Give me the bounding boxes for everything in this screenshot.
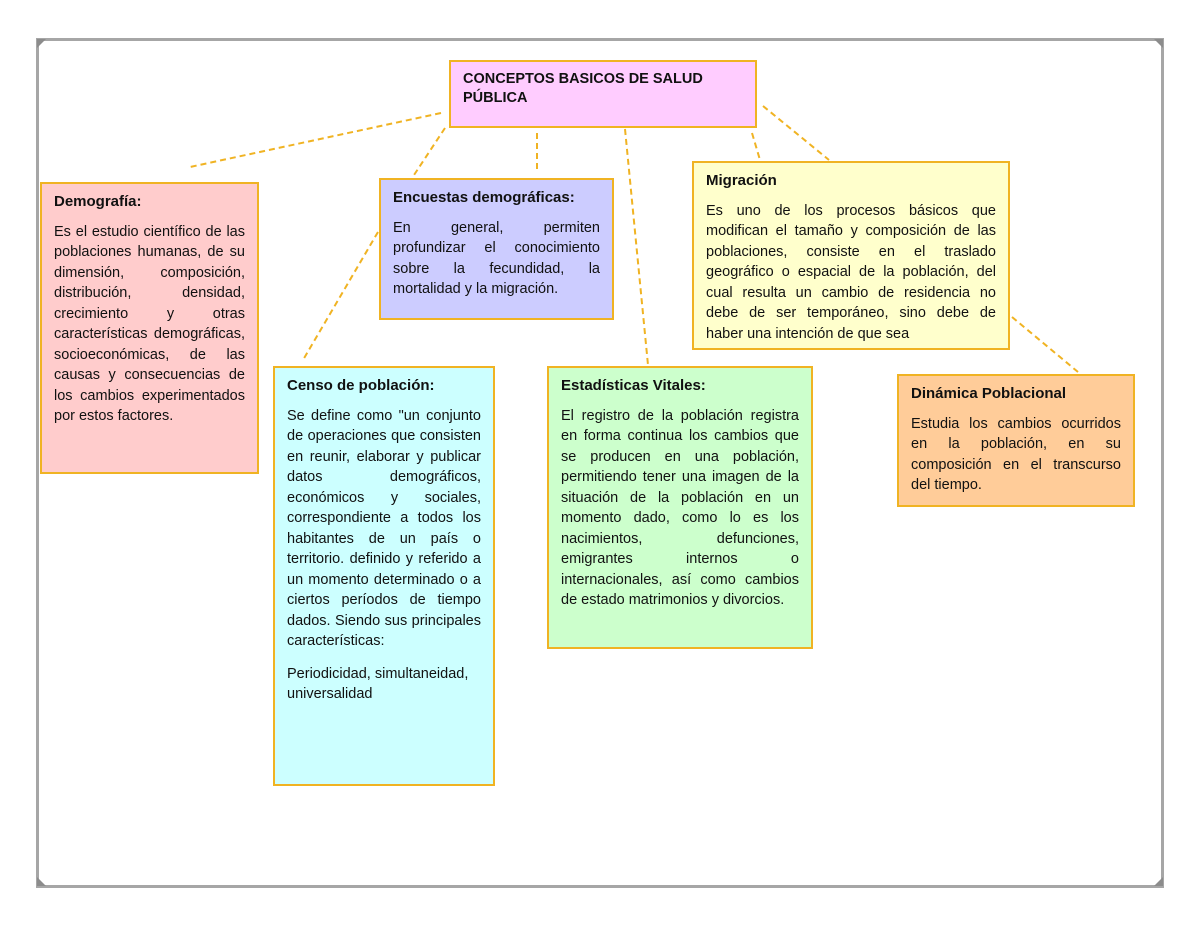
node-demografia-title: Demografía: <box>54 193 142 210</box>
node-dinamica-text: Estudia los cambios ocurridos en la población, en su composición en el transcurso del tiempo. <box>911 415 1121 493</box>
node-censo-title: Censo de población: <box>287 377 435 394</box>
node-dinamica-title: Dinámica Poblacional <box>911 385 1067 402</box>
connector-censo <box>303 232 378 360</box>
connector-censo-top <box>414 128 445 175</box>
node-encuestas-title: Encuestas demográficas: <box>393 189 575 206</box>
node-estadisticas-title: Estadísticas Vitales: <box>561 377 706 394</box>
central-concept-title: CONCEPTOS BASICOS DE SALUD PÚBLICA <box>463 71 703 106</box>
node-estadisticas <box>547 366 813 649</box>
node-censo <box>273 366 495 786</box>
node-encuestas <box>379 178 614 320</box>
connector-migracion-b <box>763 106 829 160</box>
node-dinamica <box>897 374 1135 507</box>
connector-dinamica <box>1012 317 1078 372</box>
central-concept-node <box>449 60 757 128</box>
node-demografia-text: Es el estudio científico de las poblaciones humanas, de su dimensión, composición, distribución, densidad, crecimiento y otras características demográficas, socioeconómicas, de las causas y consecuencias de los cambios experimentados por estos factores. <box>54 223 245 424</box>
node-encuestas-text: En general, permiten profundizar el conocimiento sobre la fecundidad, la mortalidad y la migración. <box>393 219 600 297</box>
connector-migracion-a <box>752 133 760 160</box>
node-censo-text: Se define como "un conjunto de operaciones que consisten en reunir, elaborar y publicar datos demográficos, económicos y sociales, correspondiente a todos los habitantes de un país o territorio. definido y referido a un momento determinado o a ciertos períodos de tiempo dados. Siendo sus principales características: <box>287 407 481 649</box>
node-censo-characteristics: Periodicidad, simultaneidad, universalidad <box>287 665 469 702</box>
node-migracion-text: Es uno de los procesos básicos que modifican el tamaño y composición de las poblaciones, consiste en el traslado geográfico o espacial de la población, del cual resulta un cambio de residencia no debe de ser temporáneo, sino debe de haber una intención de que sea <box>706 202 996 342</box>
node-estadisticas-text: El registro de la población registra en forma continua los cambios que se producen en una población, permitiendo tener una imagen de la situación de la población en un momento dado, como lo es los nacimientos, defunciones, emigrantes internos o internacionales, así como cambios de estado matrimonios y divorcios. <box>561 407 799 608</box>
node-migracion-title: Migración <box>706 172 777 189</box>
node-migracion <box>692 161 1010 350</box>
node-demografia <box>40 182 259 474</box>
connector-estadisticas <box>625 129 648 365</box>
connector-demografia <box>190 113 441 167</box>
